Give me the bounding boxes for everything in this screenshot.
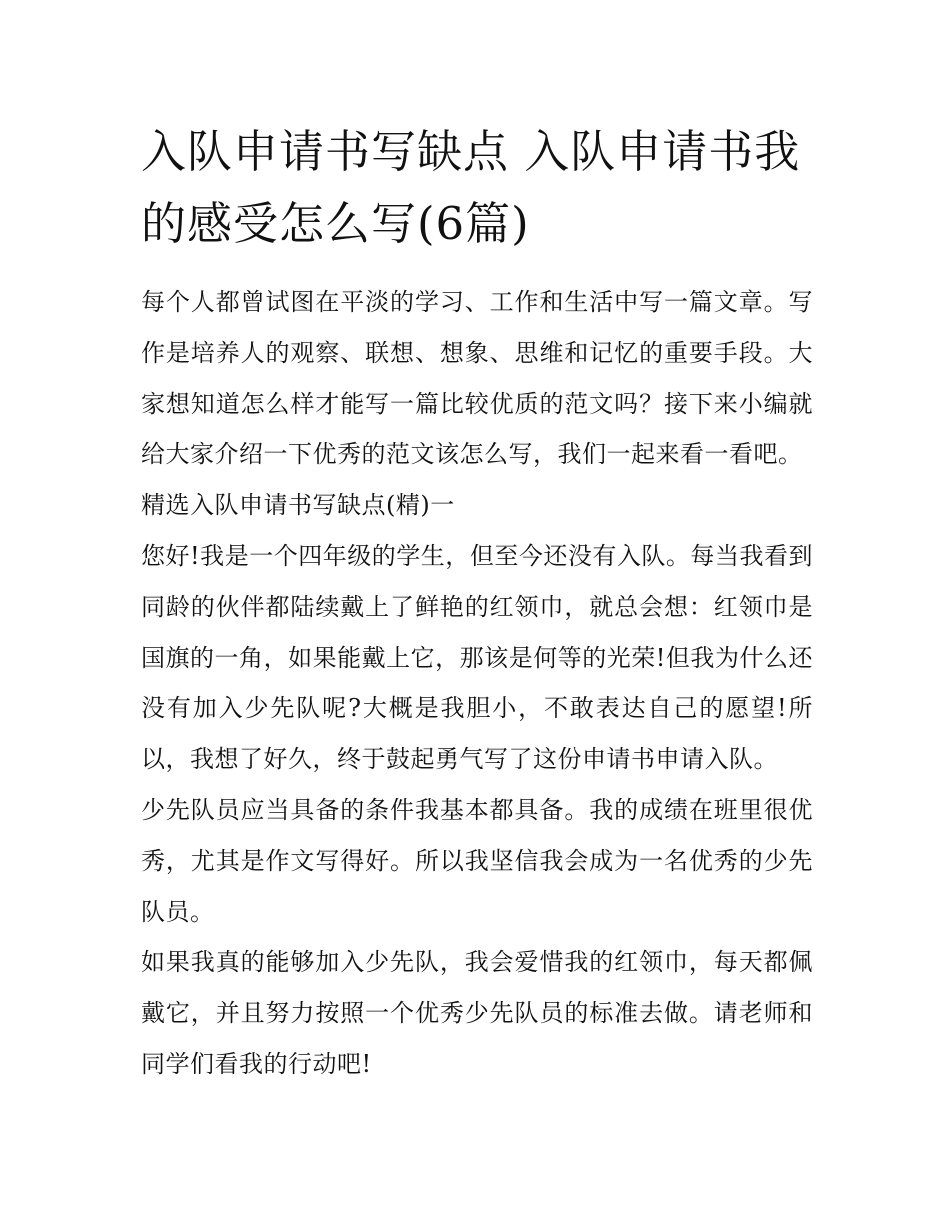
- document-content: [141, 116, 813, 1090]
- paragraph-body-1: 您好!我是一个四年级的学生，但至今还没有入队。每当我看到同龄的伙伴都陆续戴上了鲜艳的红领巾，就总会想：红领巾是国旗的一角，如果能戴上它，那该是何等的光荣!但我为什么还没有加入少先队呢?大概是我胆小，不敢表达自己的愿望!所以，我想了好久，终于鼓起勇气写了这份申请书申请入队。: [141, 541, 813, 774]
- document-title: 入队申请书写缺点 入队申请书我的感受怎么写(6篇): [141, 125, 801, 250]
- paragraph-body-3: 如果我真的能够加入少先队，我会爱惜我的红领巾，每天都佩戴它，并且努力按照一个优秀少先队员的标准去做。请老师和同学们看我的行动吧!: [141, 948, 813, 1078]
- paragraph-intro: 每个人都曾试图在平淡的学习、工作和生活中写一篇文章。写作是培养人的观察、联想、想象、思维和记忆的重要手段。大家想知道怎么样才能写一篇比较优质的范文吗？接下来小编就给大家介绍一下优秀的范文该怎么写，我们一起来看一看吧。: [141, 288, 813, 469]
- section-heading: 精选入队申请书写缺点(精)一: [141, 491, 455, 520]
- paragraph-body-2: 少先队员应当具备的条件我基本都具备。我的成绩在班里很优秀，尤其是作文写得好。所以我坚信我会成为一名优秀的少先队员。: [141, 795, 813, 926]
